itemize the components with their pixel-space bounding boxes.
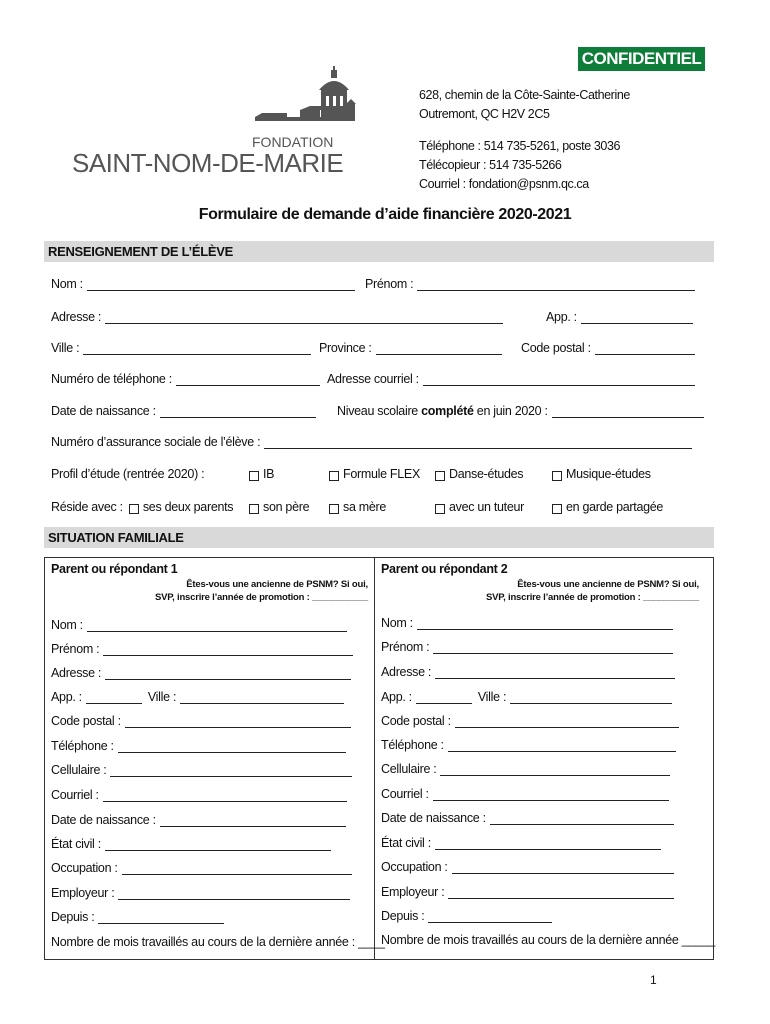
naissance-field[interactable] (160, 407, 316, 418)
p1-depuis-field[interactable] (98, 913, 224, 924)
phone-text: Téléphone : 514 735-5261, poste 3036 (419, 139, 621, 153)
p1-adresse-field[interactable] (105, 669, 351, 680)
code-postal-label: Code postal : (521, 341, 591, 355)
student-nom-row (51, 277, 355, 291)
parent2-heading: Parent ou répondant 2 (381, 562, 508, 576)
courriel-label: Adresse courriel : (327, 372, 419, 386)
p1-code-postal-row: Code postal : (51, 714, 351, 728)
reside-option-deux-parents[interactable]: ses deux parents (142, 500, 234, 514)
p2-code-postal-field[interactable] (455, 717, 679, 728)
p2-depuis-field[interactable] (428, 912, 552, 923)
p2-cellulaire-row: Cellulaire : (381, 762, 670, 776)
p2-adresse-field[interactable] (435, 668, 675, 679)
province-field[interactable] (376, 344, 502, 355)
nas-field[interactable] (264, 438, 692, 449)
niveau-field[interactable] (552, 407, 704, 418)
p2-naissance-row: Date de naissance : (381, 811, 674, 825)
p1-adresse-row: Adresse : (51, 666, 351, 680)
student-adresse-row (51, 310, 503, 324)
logo-big-text: SAINT-NOM-DE-MARIE (72, 148, 344, 178)
profil-label: Profil d’étude (rentrée 2020) : (51, 467, 205, 481)
parent1-heading: Parent ou répondant 1 (51, 562, 178, 576)
student-code-postal-row (521, 341, 695, 355)
p2-app-field[interactable] (416, 693, 472, 704)
ville-field[interactable] (83, 344, 311, 355)
p2-courriel-row: Courriel : (381, 787, 669, 801)
address-line2: Outremont, QC H2V 2C5 (419, 107, 550, 121)
reside-label: Réside avec : (51, 500, 123, 514)
p1-depuis-row: Depuis : (51, 910, 224, 924)
p2-depuis-row: Depuis : (381, 909, 552, 923)
fax-text: Télécopieur : 514 735-5266 (419, 158, 562, 172)
code-postal-field[interactable] (595, 344, 695, 355)
nom-label: Nom : (51, 277, 83, 291)
parent1-alumni-note: Êtes-vous une ancienne de PSNM? Si oui, SVP, inscrire l’année de promotion : ___________ (154, 579, 368, 603)
email-text: Courriel : fondation@psnm.qc.ca (419, 177, 589, 191)
courriel-field[interactable] (423, 375, 695, 386)
naissance-label: Date de naissance : (51, 404, 156, 418)
p2-employeur-row: Employeur : (381, 885, 674, 899)
p1-employeur-row: Employeur : (51, 886, 350, 900)
reside-label-row (51, 500, 233, 514)
student-prenom-row (365, 277, 695, 291)
p2-nom-field[interactable] (417, 619, 673, 630)
p1-nom-row: Nom : (51, 618, 347, 632)
checkbox-icon[interactable] (552, 504, 562, 514)
p1-cellulaire-row: Cellulaire : (51, 763, 352, 777)
p1-code-postal-field[interactable] (125, 717, 351, 728)
prenom-field[interactable] (417, 280, 695, 291)
logo-small-text: FONDATION (252, 134, 334, 150)
p2-ville-field[interactable] (510, 693, 672, 704)
p1-cellulaire-field[interactable] (110, 766, 352, 777)
nom-field[interactable] (87, 280, 355, 291)
adresse-field[interactable] (105, 313, 503, 324)
p1-app-field[interactable] (86, 693, 142, 704)
p1-naissance-row: Date de naissance : (51, 813, 346, 827)
confidential-badge: CONFIDENTIEL (578, 47, 705, 71)
p1-etat-civil-row: État civil : (51, 837, 331, 851)
checkbox-icon[interactable] (329, 504, 339, 514)
p2-code-postal-row: Code postal : (381, 714, 679, 728)
checkbox-icon[interactable] (552, 471, 562, 481)
p2-mois-row[interactable]: Nombre de mois travaillés au cours de la dernière année _____ (381, 933, 715, 947)
checkbox-icon[interactable] (329, 471, 339, 481)
p2-nom-row: Nom : (381, 616, 673, 630)
logo (72, 66, 362, 176)
student-telephone-row (51, 372, 320, 386)
page-number: 1 (650, 973, 657, 987)
ville-label: Ville : (51, 341, 80, 355)
p2-cellulaire-field[interactable] (440, 765, 670, 776)
adresse-label: Adresse : (51, 310, 102, 324)
profil-label-row (51, 467, 204, 481)
p2-occupation-field[interactable] (452, 863, 674, 874)
p2-prenom-field[interactable] (433, 643, 673, 654)
p1-telephone-field[interactable] (118, 742, 346, 753)
p2-etat-civil-row: État civil : (381, 836, 661, 850)
profil-option-musique[interactable]: Musique-études (552, 467, 651, 481)
p2-etat-civil-field[interactable] (435, 839, 661, 850)
niveau-label-bold: complété (421, 404, 474, 418)
p2-telephone-field[interactable] (448, 741, 676, 752)
p2-app-ville-row: App. : Ville : (381, 690, 672, 704)
p2-employeur-field[interactable] (448, 888, 674, 899)
p1-app-ville-row: App. : Ville : (51, 690, 344, 704)
p2-naissance-field[interactable] (490, 814, 674, 825)
p1-naissance-field[interactable] (160, 816, 346, 827)
p1-courriel-row: Courriel : (51, 788, 347, 802)
family-section-header: SITUATION FAMILIALE (44, 527, 714, 548)
family-table (44, 557, 714, 960)
profil-option-danse[interactable]: Danse-études (435, 467, 523, 481)
parent2-alumni-note: Êtes-vous une ancienne de PSNM? Si oui, SVP, inscrire l’année de promotion : ___________ (485, 579, 699, 603)
checkbox-icon[interactable] (249, 504, 259, 514)
profil-option-flex[interactable]: Formule FLEX (329, 467, 420, 481)
p1-nom-field[interactable] (87, 621, 347, 632)
niveau-label-pre: Niveau scolaire (337, 404, 422, 418)
p2-telephone-row: Téléphone : (381, 738, 676, 752)
p1-occupation-row: Occupation : (51, 861, 352, 875)
reside-option-garde[interactable]: en garde partagée (552, 500, 663, 514)
form-title: Formulaire de demande d’aide financière 2020-2021 (198, 206, 572, 223)
niveau-label-post: en juin 2020 : (473, 404, 548, 418)
checkbox-icon[interactable] (435, 504, 445, 514)
telephone-label: Numéro de téléphone : (51, 372, 172, 386)
p1-employeur-field[interactable] (118, 889, 350, 900)
student-section-header: RENSEIGNEMENT DE L’ÉLÈVE (44, 241, 714, 262)
p2-adresse-row: Adresse : (381, 665, 675, 679)
profil-option-ib[interactable]: IB (249, 467, 274, 481)
checkbox-icon[interactable] (129, 504, 139, 514)
app-field[interactable] (581, 313, 693, 324)
reside-option-mere[interactable]: sa mère (329, 500, 386, 514)
student-niveau-row (337, 404, 704, 418)
p1-ville-field[interactable] (180, 693, 344, 704)
checkbox-icon[interactable] (435, 471, 445, 481)
p1-telephone-row: Téléphone : (51, 739, 346, 753)
p1-courriel-field[interactable] (103, 791, 347, 802)
app-label: App. : (546, 310, 577, 324)
chapel-dome-icon (72, 66, 362, 136)
address-block (419, 86, 630, 194)
student-nas-row (51, 435, 692, 449)
nas-label: Numéro d’assurance sociale de l’élève : (51, 435, 261, 449)
student-naissance-row (51, 404, 316, 418)
p1-mois-row[interactable]: Nombre de mois travaillés au cours de la dernière année : ____ (51, 935, 385, 949)
p1-occupation-field[interactable] (122, 864, 352, 875)
student-app-row (546, 310, 693, 324)
p2-prenom-row: Prénom : (381, 640, 673, 654)
prenom-label: Prénom : (365, 277, 414, 291)
province-label: Province : (319, 341, 372, 355)
p2-courriel-field[interactable] (433, 790, 669, 801)
telephone-field[interactable] (176, 375, 320, 386)
reside-option-tuteur[interactable]: avec un tuteur (435, 500, 524, 514)
checkbox-icon[interactable] (249, 471, 259, 481)
student-ville-row (51, 341, 311, 355)
p2-occupation-row: Occupation : (381, 860, 674, 874)
student-courriel-row (327, 372, 695, 386)
student-province-row (319, 341, 502, 355)
reside-option-pere[interactable]: son père (249, 500, 309, 514)
p1-etat-civil-field[interactable] (105, 840, 331, 851)
p1-prenom-field[interactable] (103, 645, 353, 656)
address-line1: 628, chemin de la Côte-Sainte-Catherine (419, 88, 630, 102)
p1-prenom-row: Prénom : (51, 642, 353, 656)
